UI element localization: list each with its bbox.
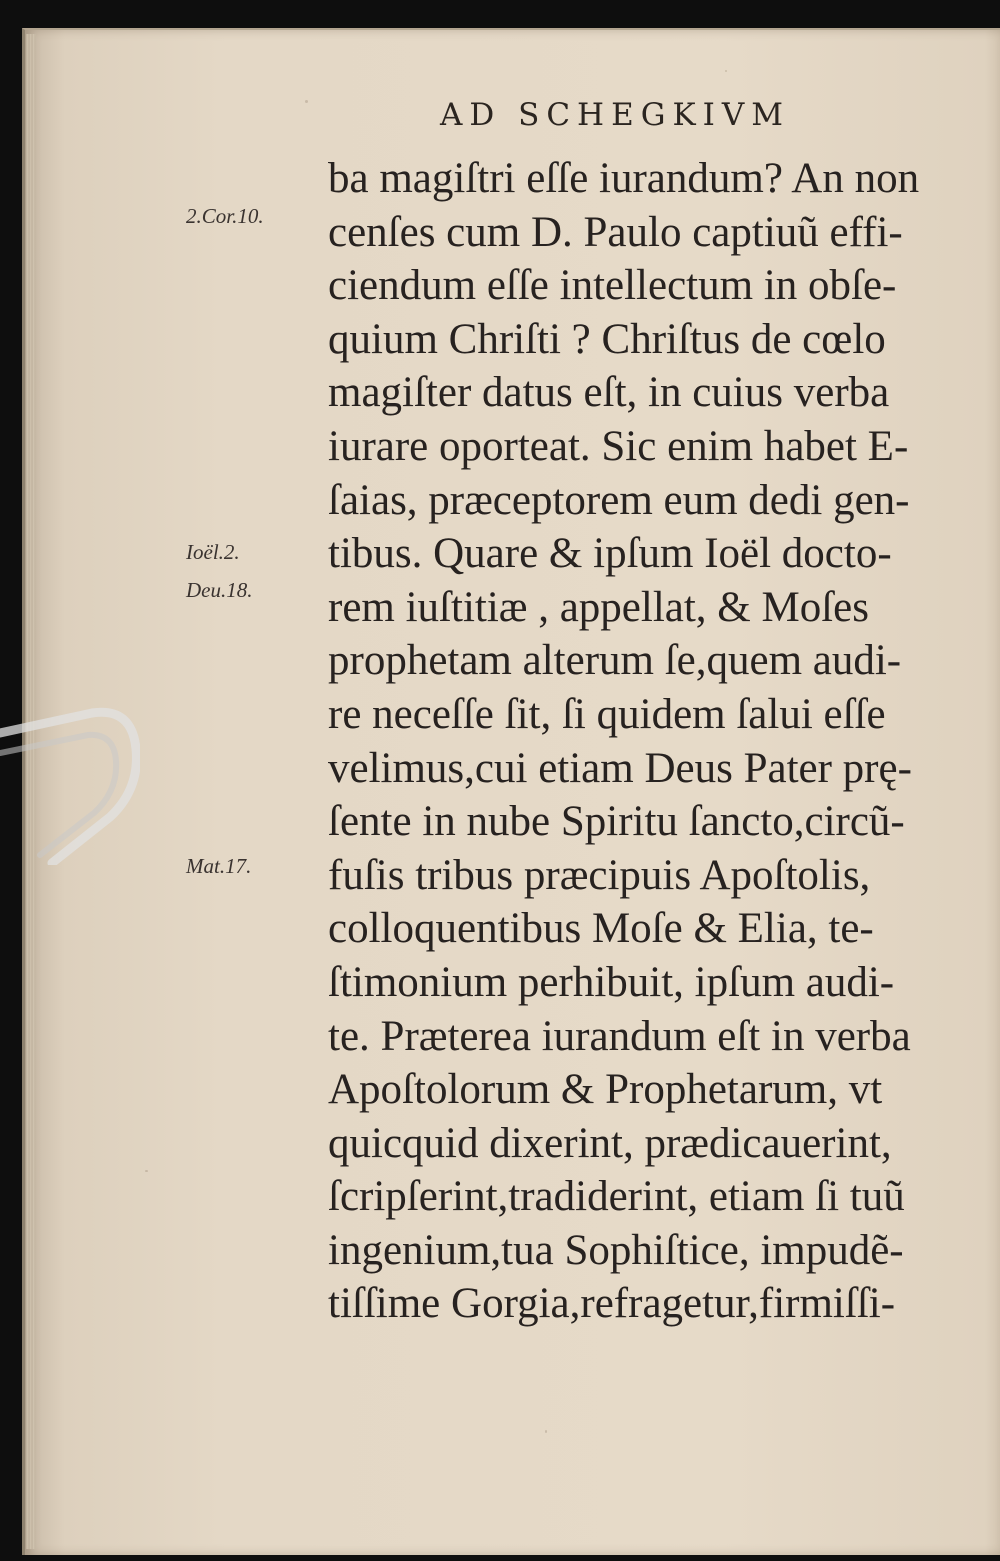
text-line: ingenium,tua Sophiſtice, impudẽ- (328, 1226, 904, 1274)
text-line: cenſes cum D. Paulo captiuũ effi- (328, 208, 903, 256)
paper-speck (305, 100, 308, 103)
text-line: Apoſtolorum & Prophetarum, vt (328, 1066, 883, 1114)
text-line: re neceſſe ſit, ſi quidem ſalui eſſe (328, 690, 886, 738)
text-line: ſtimonium perhibuit, ipſum audi- (328, 958, 895, 1006)
text-line: colloquentibus Moſe & Elia, te- (328, 905, 874, 953)
text-line: ba magiſtri eſſe iurandum? An non (328, 155, 920, 202)
text-line: te. Præterea iurandum eſt in verba (328, 1012, 911, 1060)
text-line: iurare oporteat. Sic enim habet E- (328, 422, 909, 470)
text-line: quium Chriſti ? Chriſtus de cœlo (328, 315, 886, 363)
paper-speck (145, 1170, 148, 1172)
paper-speck (545, 1430, 547, 1433)
marginal-note: Ioël.2. (186, 540, 240, 564)
marginal-note: Mat.17. (186, 854, 252, 878)
text-line: ſente in nube Spiritu ſancto,circũ- (328, 798, 905, 846)
text-line: tiſſime Gorgia,refragetur,firmiſſi- (328, 1280, 896, 1328)
text-line: ſcripſerint,tradiderint, etiam ſi tuũ (328, 1173, 905, 1221)
text-line: tibus. Quare & ipſum Ioël docto- (328, 530, 892, 578)
marginal-note: 2.Cor.10. (186, 204, 264, 228)
text-line: ſaias, præceptorem eum dedi gen- (328, 476, 910, 524)
text-line: velimus,cui etiam Deus Pater prę- (328, 744, 912, 792)
paper-speck (725, 70, 727, 72)
text-line: rem iuſtitiæ , appellat, & Moſes (328, 583, 870, 631)
marginal-note: Deu.18. (186, 578, 253, 602)
paper-clip-icon (0, 705, 140, 865)
running-header: AD SCHEGKIVM (440, 97, 791, 133)
text-line: quicquid dixerint, prædicauerint, (328, 1119, 892, 1167)
text-line: magiſter datus eſt, in cuius verba (328, 369, 890, 417)
text-line: prophetam alterum ſe,quem audi- (328, 637, 902, 685)
text-line: ciendum eſſe intellectum in obſe- (328, 262, 897, 310)
body-text (328, 152, 958, 1331)
text-line: fuſis tribus præcipuis Apoſtolis, (328, 851, 871, 899)
